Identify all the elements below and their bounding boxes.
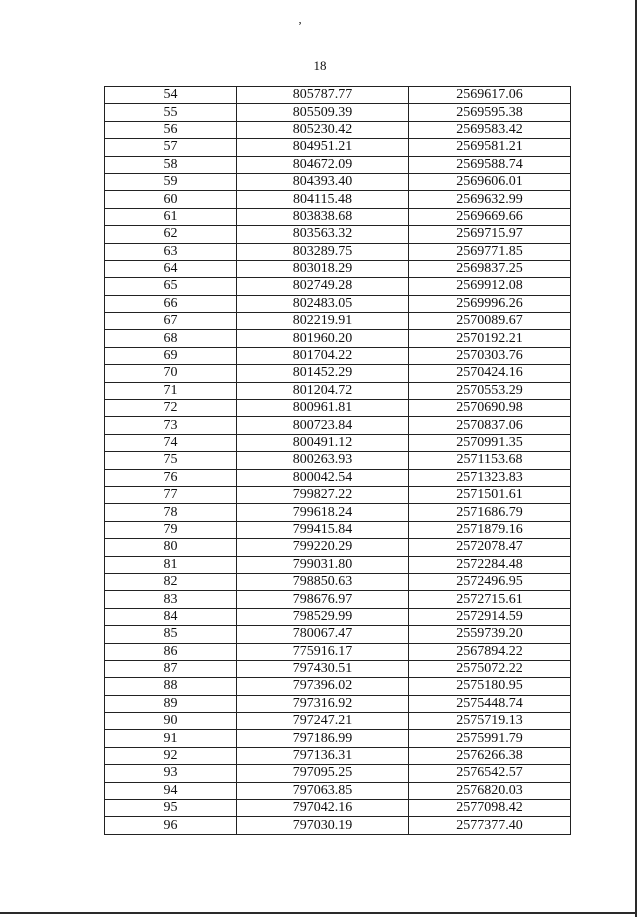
x-coordinate-cell: 804672.09 xyxy=(237,156,409,173)
y-coordinate-cell: 2569583.42 xyxy=(409,121,571,138)
point-number-cell: 82 xyxy=(105,573,237,590)
y-coordinate-cell: 2576820.03 xyxy=(409,782,571,799)
y-coordinate-cell: 2569669.66 xyxy=(409,208,571,225)
y-coordinate-cell: 2569912.08 xyxy=(409,278,571,295)
y-coordinate-cell: 2571879.16 xyxy=(409,521,571,538)
table-row xyxy=(105,608,571,625)
point-number-cell: 73 xyxy=(105,417,237,434)
table-row xyxy=(105,695,571,712)
table-row xyxy=(105,539,571,556)
x-coordinate-cell: 798529.99 xyxy=(237,608,409,625)
x-coordinate-cell: 797136.31 xyxy=(237,747,409,764)
y-coordinate-cell: 2570192.21 xyxy=(409,330,571,347)
table-row xyxy=(105,573,571,590)
table-row xyxy=(105,817,571,834)
y-coordinate-cell: 2569632.99 xyxy=(409,191,571,208)
x-coordinate-cell: 801960.20 xyxy=(237,330,409,347)
point-number-cell: 86 xyxy=(105,643,237,660)
scan-speck: ʼ xyxy=(298,19,302,33)
table-row xyxy=(105,208,571,225)
point-number-cell: 96 xyxy=(105,817,237,834)
table-row xyxy=(105,87,571,104)
y-coordinate-cell: 2570303.76 xyxy=(409,347,571,364)
point-number-cell: 72 xyxy=(105,400,237,417)
x-coordinate-cell: 804115.48 xyxy=(237,191,409,208)
point-number-cell: 55 xyxy=(105,104,237,121)
x-coordinate-cell: 797316.92 xyxy=(237,695,409,712)
table-row xyxy=(105,643,571,660)
y-coordinate-cell: 2569581.21 xyxy=(409,139,571,156)
table-row xyxy=(105,365,571,382)
point-number-cell: 77 xyxy=(105,486,237,503)
y-coordinate-cell: 2570553.29 xyxy=(409,382,571,399)
table-row xyxy=(105,382,571,399)
point-number-cell: 60 xyxy=(105,191,237,208)
coordinates-table-body xyxy=(105,87,571,835)
y-coordinate-cell: 2575180.95 xyxy=(409,678,571,695)
y-coordinate-cell: 2569996.26 xyxy=(409,295,571,312)
table-row xyxy=(105,452,571,469)
table-row xyxy=(105,139,571,156)
table-row xyxy=(105,747,571,764)
x-coordinate-cell: 804393.40 xyxy=(237,173,409,190)
y-coordinate-cell: 2569617.06 xyxy=(409,87,571,104)
point-number-cell: 85 xyxy=(105,626,237,643)
point-number-cell: 68 xyxy=(105,330,237,347)
x-coordinate-cell: 799415.84 xyxy=(237,521,409,538)
x-coordinate-cell: 804951.21 xyxy=(237,139,409,156)
x-coordinate-cell: 801704.22 xyxy=(237,347,409,364)
x-coordinate-cell: 800723.84 xyxy=(237,417,409,434)
x-coordinate-cell: 799031.80 xyxy=(237,556,409,573)
x-coordinate-cell: 805787.77 xyxy=(237,87,409,104)
point-number-cell: 95 xyxy=(105,800,237,817)
y-coordinate-cell: 2569606.01 xyxy=(409,173,571,190)
table-row xyxy=(105,469,571,486)
table-row xyxy=(105,556,571,573)
table-row xyxy=(105,278,571,295)
table-row xyxy=(105,504,571,521)
table-row xyxy=(105,226,571,243)
x-coordinate-cell: 798850.63 xyxy=(237,573,409,590)
point-number-cell: 58 xyxy=(105,156,237,173)
table-row xyxy=(105,173,571,190)
x-coordinate-cell: 797095.25 xyxy=(237,765,409,782)
y-coordinate-cell: 2572496.95 xyxy=(409,573,571,590)
x-coordinate-cell: 805230.42 xyxy=(237,121,409,138)
y-coordinate-cell: 2569588.74 xyxy=(409,156,571,173)
point-number-cell: 63 xyxy=(105,243,237,260)
y-coordinate-cell: 2577377.40 xyxy=(409,817,571,834)
x-coordinate-cell: 803838.68 xyxy=(237,208,409,225)
point-number-cell: 91 xyxy=(105,730,237,747)
point-number-cell: 70 xyxy=(105,365,237,382)
y-coordinate-cell: 2575991.79 xyxy=(409,730,571,747)
x-coordinate-cell: 801204.72 xyxy=(237,382,409,399)
y-coordinate-cell: 2575719.13 xyxy=(409,713,571,730)
table-row xyxy=(105,626,571,643)
x-coordinate-cell: 802483.05 xyxy=(237,295,409,312)
x-coordinate-cell: 797186.99 xyxy=(237,730,409,747)
x-coordinate-cell: 780067.47 xyxy=(237,626,409,643)
point-number-cell: 66 xyxy=(105,295,237,312)
x-coordinate-cell: 803563.32 xyxy=(237,226,409,243)
x-coordinate-cell: 800961.81 xyxy=(237,400,409,417)
table-row xyxy=(105,243,571,260)
x-coordinate-cell: 797030.19 xyxy=(237,817,409,834)
point-number-cell: 61 xyxy=(105,208,237,225)
y-coordinate-cell: 2569771.85 xyxy=(409,243,571,260)
y-coordinate-cell: 2571501.61 xyxy=(409,486,571,503)
x-coordinate-cell: 800263.93 xyxy=(237,452,409,469)
table-row xyxy=(105,330,571,347)
point-number-cell: 64 xyxy=(105,260,237,277)
point-number-cell: 78 xyxy=(105,504,237,521)
table-row xyxy=(105,417,571,434)
page-edge-right xyxy=(635,0,637,917)
point-number-cell: 94 xyxy=(105,782,237,799)
point-number-cell: 80 xyxy=(105,539,237,556)
y-coordinate-cell: 2572078.47 xyxy=(409,539,571,556)
x-coordinate-cell: 803289.75 xyxy=(237,243,409,260)
y-coordinate-cell: 2569595.38 xyxy=(409,104,571,121)
x-coordinate-cell: 799220.29 xyxy=(237,539,409,556)
point-number-cell: 69 xyxy=(105,347,237,364)
x-coordinate-cell: 803018.29 xyxy=(237,260,409,277)
table-row xyxy=(105,678,571,695)
table-row xyxy=(105,800,571,817)
y-coordinate-cell: 2570424.16 xyxy=(409,365,571,382)
table-row xyxy=(105,782,571,799)
x-coordinate-cell: 802749.28 xyxy=(237,278,409,295)
table-row xyxy=(105,156,571,173)
x-coordinate-cell: 797396.02 xyxy=(237,678,409,695)
y-coordinate-cell: 2570089.67 xyxy=(409,313,571,330)
point-number-cell: 89 xyxy=(105,695,237,712)
y-coordinate-cell: 2576542.57 xyxy=(409,765,571,782)
point-number-cell: 74 xyxy=(105,434,237,451)
table-row xyxy=(105,730,571,747)
table-row xyxy=(105,713,571,730)
x-coordinate-cell: 797247.21 xyxy=(237,713,409,730)
y-coordinate-cell: 2575448.74 xyxy=(409,695,571,712)
point-number-cell: 75 xyxy=(105,452,237,469)
x-coordinate-cell: 805509.39 xyxy=(237,104,409,121)
x-coordinate-cell: 800042.54 xyxy=(237,469,409,486)
point-number-cell: 92 xyxy=(105,747,237,764)
point-number-cell: 81 xyxy=(105,556,237,573)
point-number-cell: 76 xyxy=(105,469,237,486)
y-coordinate-cell: 2572284.48 xyxy=(409,556,571,573)
table-row xyxy=(105,400,571,417)
page-number: 18 xyxy=(313,58,327,73)
point-number-cell: 67 xyxy=(105,313,237,330)
y-coordinate-cell: 2569837.25 xyxy=(409,260,571,277)
point-number-cell: 71 xyxy=(105,382,237,399)
x-coordinate-cell: 801452.29 xyxy=(237,365,409,382)
point-number-cell: 90 xyxy=(105,713,237,730)
x-coordinate-cell: 800491.12 xyxy=(237,434,409,451)
table-row xyxy=(105,260,571,277)
x-coordinate-cell: 799618.24 xyxy=(237,504,409,521)
table-row xyxy=(105,313,571,330)
table-row xyxy=(105,486,571,503)
point-number-cell: 62 xyxy=(105,226,237,243)
x-coordinate-cell: 797063.85 xyxy=(237,782,409,799)
y-coordinate-cell: 2571323.83 xyxy=(409,469,571,486)
point-number-cell: 59 xyxy=(105,173,237,190)
y-coordinate-cell: 2570991.35 xyxy=(409,434,571,451)
table-row xyxy=(105,295,571,312)
x-coordinate-cell: 775916.17 xyxy=(237,643,409,660)
x-coordinate-cell: 798676.97 xyxy=(237,591,409,608)
y-coordinate-cell: 2575072.22 xyxy=(409,660,571,677)
y-coordinate-cell: 2559739.20 xyxy=(409,626,571,643)
table-row xyxy=(105,104,571,121)
table-row xyxy=(105,660,571,677)
table-row xyxy=(105,347,571,364)
x-coordinate-cell: 802219.91 xyxy=(237,313,409,330)
table-row xyxy=(105,191,571,208)
y-coordinate-cell: 2571686.79 xyxy=(409,504,571,521)
table-row xyxy=(105,434,571,451)
point-number-cell: 65 xyxy=(105,278,237,295)
y-coordinate-cell: 2572715.61 xyxy=(409,591,571,608)
point-number-cell: 93 xyxy=(105,765,237,782)
x-coordinate-cell: 797042.16 xyxy=(237,800,409,817)
table-row xyxy=(105,765,571,782)
point-number-cell: 83 xyxy=(105,591,237,608)
x-coordinate-cell: 797430.51 xyxy=(237,660,409,677)
x-coordinate-cell: 799827.22 xyxy=(237,486,409,503)
y-coordinate-cell: 2570690.98 xyxy=(409,400,571,417)
y-coordinate-cell: 2570837.06 xyxy=(409,417,571,434)
y-coordinate-cell: 2567894.22 xyxy=(409,643,571,660)
point-number-cell: 56 xyxy=(105,121,237,138)
y-coordinate-cell: 2571153.68 xyxy=(409,452,571,469)
table-row xyxy=(105,521,571,538)
point-number-cell: 54 xyxy=(105,87,237,104)
y-coordinate-cell: 2577098.42 xyxy=(409,800,571,817)
table-row xyxy=(105,591,571,608)
y-coordinate-cell: 2569715.97 xyxy=(409,226,571,243)
point-number-cell: 79 xyxy=(105,521,237,538)
coordinates-table xyxy=(104,86,571,835)
point-number-cell: 57 xyxy=(105,139,237,156)
point-number-cell: 87 xyxy=(105,660,237,677)
y-coordinate-cell: 2572914.59 xyxy=(409,608,571,625)
y-coordinate-cell: 2576266.38 xyxy=(409,747,571,764)
point-number-cell: 84 xyxy=(105,608,237,625)
point-number-cell: 88 xyxy=(105,678,237,695)
table-row xyxy=(105,121,571,138)
page-edge-bottom xyxy=(0,912,637,914)
